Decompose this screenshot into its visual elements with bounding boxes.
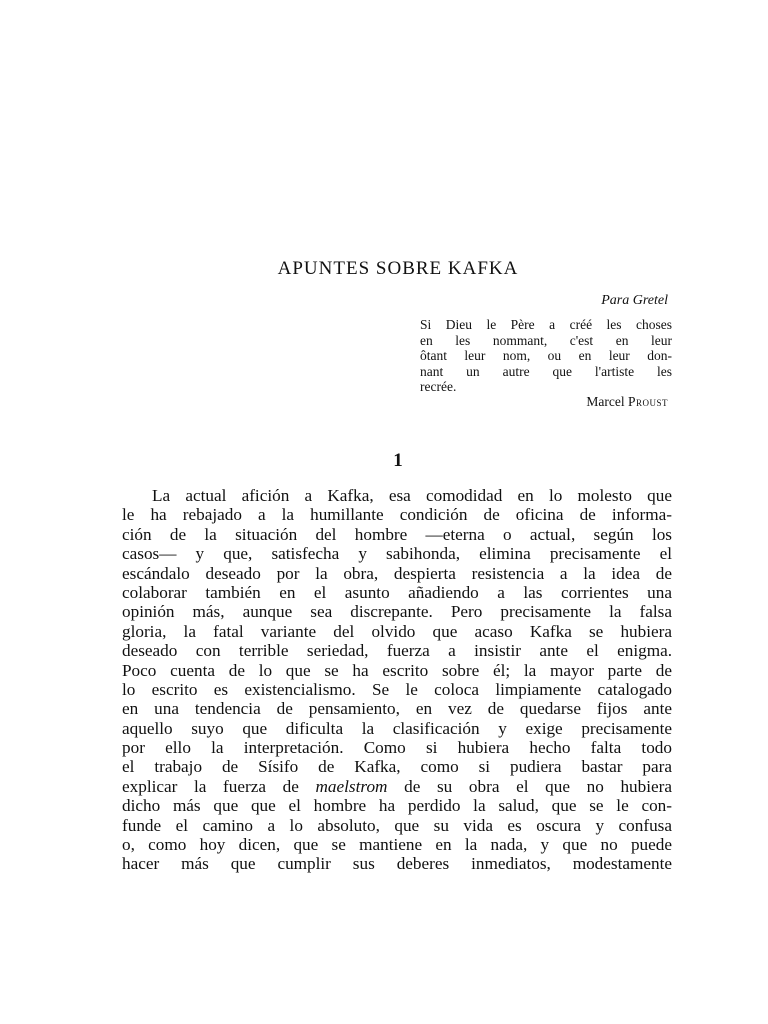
epigraph-line: recrée. [420,379,457,394]
paragraph-line-start: explicar la fuerza de [122,776,299,796]
paragraph-line-mixed [122,777,672,796]
body-paragraph [122,486,672,874]
paragraph-line: funde el camino a lo absoluto, que su vida es oscura y confusa [122,815,672,835]
page-title: APUNTES SOBRE KAFKA [277,258,519,279]
paragraph-line: el trabajo de Sísifo de Kafka, como si pudiera bastar para [122,757,672,777]
paragraph-line: Poco cuenta de lo que se ha escrito sobre él; la mayor parte de [122,660,672,680]
author-last-name: Proust [627,394,668,409]
paragraph-line: hacer más que cumplir sus deberes inmediatos, modestamente [122,854,672,874]
paragraph-line: por ello la interpretación. Como si hubiera hecho falta todo [122,738,672,758]
paragraph-line: deseado con terrible seriedad, fuerza a insistir ante el enigma. [122,641,672,661]
paragraph-line: dicho más que que el hombre ha perdido la salud, que se le con- [122,796,672,816]
paragraph-line: gloria, la fatal variante del olvido que acaso Kafka se hubiera [122,621,672,641]
dedication: Para Gretel [601,293,668,308]
epigraph-line: ôtant leur nom, ou en leur don- [420,348,672,363]
epigraph-line: Si Dieu le Père a créé les choses [420,317,672,332]
paragraph-line: La actual afición a Kafka, esa comodidad en lo molesto que [152,486,672,505]
paragraph-line: opinión más, aunque sea discrepante. Pero precisamente la falsa [122,602,672,622]
epigraph [420,317,672,395]
epigraph-line: nant un autre que l'artiste les [420,363,672,379]
epigraph-line: en les nommant, c'est en leur [420,332,672,348]
paragraph-line: lo escrito es existencialismo. Se le coloca limpiamente catalogado [122,679,672,699]
paragraph-line: ción de la situación del hombre —eterna o actual, según los [122,524,672,544]
paragraph-line-end: de su obra el que no hubiera [404,776,673,796]
paragraph-line: le ha rebajado a la humillante condición de oficina de informa- [122,505,672,525]
author-first-name: Marcel [586,394,625,409]
paragraph-line: en una tendencia de pensamiento, en vez de quedarse fijos ante [122,699,672,719]
section-number: 1 [393,450,403,471]
paragraph-line: aquello suyo que dificulta la clasificación y exige precisamente [122,718,672,738]
italic-term: maelstrom [315,776,388,796]
paragraph-line: o, como hoy dicen, que se mantiene en la nada, y que no puede [122,835,672,855]
epigraph-author [586,394,668,410]
paragraph-line: escándalo deseado por la obra, despierta resistencia a la idea de [122,563,672,583]
paragraph-line: colaborar también en el asunto añadiendo a las corrientes una [122,582,672,602]
paragraph-line: casos— y que, satisfecha y sabihonda, elimina precisamente el [122,544,672,564]
